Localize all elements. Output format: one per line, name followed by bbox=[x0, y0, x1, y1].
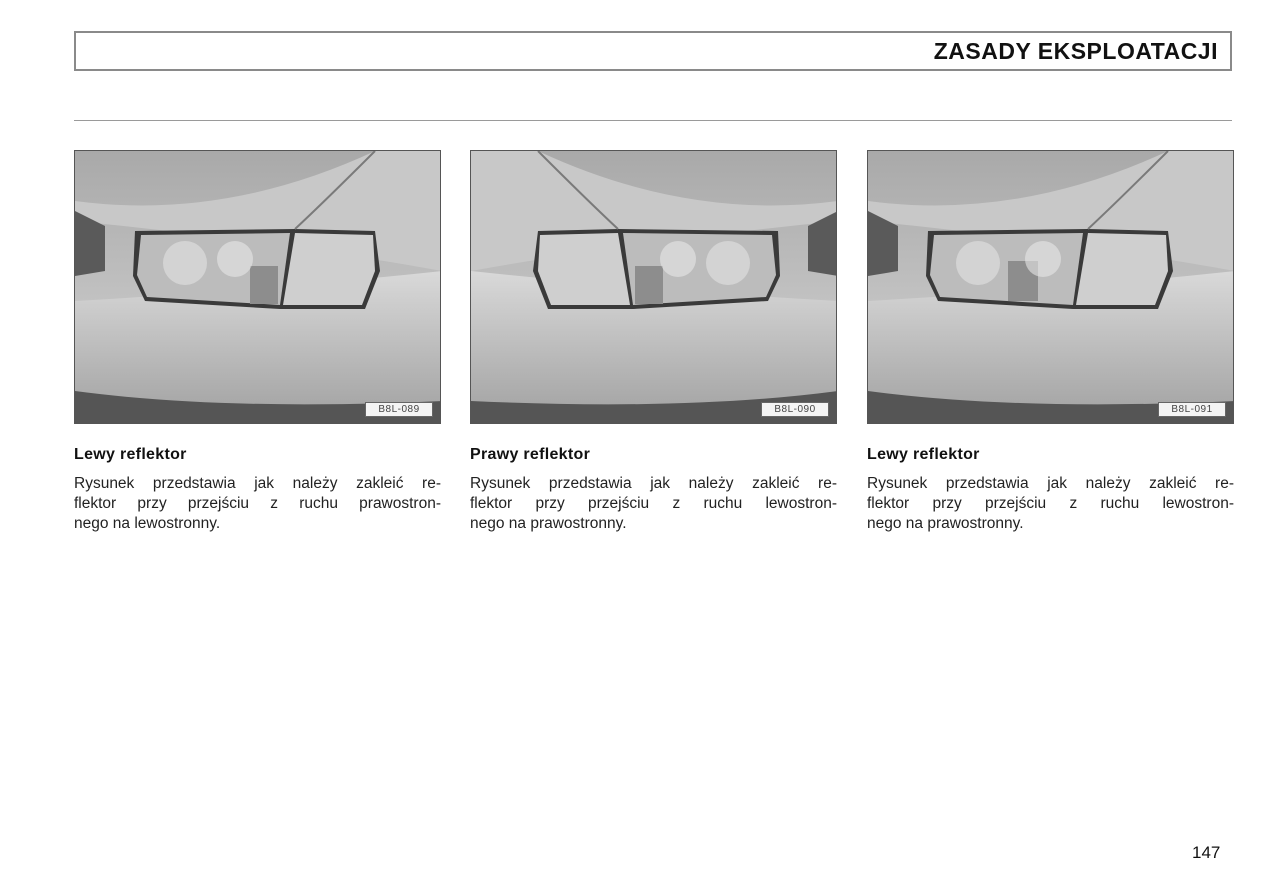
headlight-photo-2 bbox=[470, 150, 837, 424]
description-line: Rysunek przedstawia jak należy zakleić re- bbox=[74, 475, 441, 492]
figure-title: Lewy reflektor bbox=[74, 446, 187, 463]
description-line: Rysunek przedstawia jak należy zakleić re- bbox=[867, 475, 1234, 492]
description-line: flektor przy przejściu z ruchu lewostron- bbox=[867, 495, 1234, 512]
description-line: nego na prawostronny. bbox=[867, 515, 1024, 532]
page-number: 147 bbox=[1192, 843, 1221, 862]
section-header-box bbox=[74, 31, 1232, 71]
figure-description bbox=[470, 474, 837, 534]
description-line: nego na lewostronny. bbox=[74, 515, 221, 532]
description-line: flektor przy przejściu z ruchu prawostron- bbox=[74, 495, 441, 512]
header-divider bbox=[74, 120, 1232, 121]
description-line: flektor przy przejściu z ruchu lewostron- bbox=[470, 495, 837, 512]
figure-description bbox=[867, 474, 1234, 534]
headlight-photo-1 bbox=[74, 150, 441, 424]
figure-description bbox=[74, 474, 441, 534]
figure-code: B8L-090 bbox=[761, 402, 829, 417]
figure-code: B8L-089 bbox=[365, 402, 433, 417]
figure-title: Prawy reflektor bbox=[470, 446, 591, 463]
figure-block-1 bbox=[74, 150, 441, 534]
figure-title: Lewy reflektor bbox=[867, 446, 980, 463]
description-line: Rysunek przedstawia jak należy zakleić re- bbox=[470, 475, 837, 492]
headlight-photo-3 bbox=[867, 150, 1234, 424]
figure-block-2 bbox=[470, 150, 837, 534]
figure-code: B8L-091 bbox=[1158, 402, 1226, 417]
section-title: ZASADY EKSPLOATACJI bbox=[933, 38, 1218, 64]
figure-block-3 bbox=[867, 150, 1234, 534]
description-line: nego na prawostronny. bbox=[470, 515, 627, 532]
